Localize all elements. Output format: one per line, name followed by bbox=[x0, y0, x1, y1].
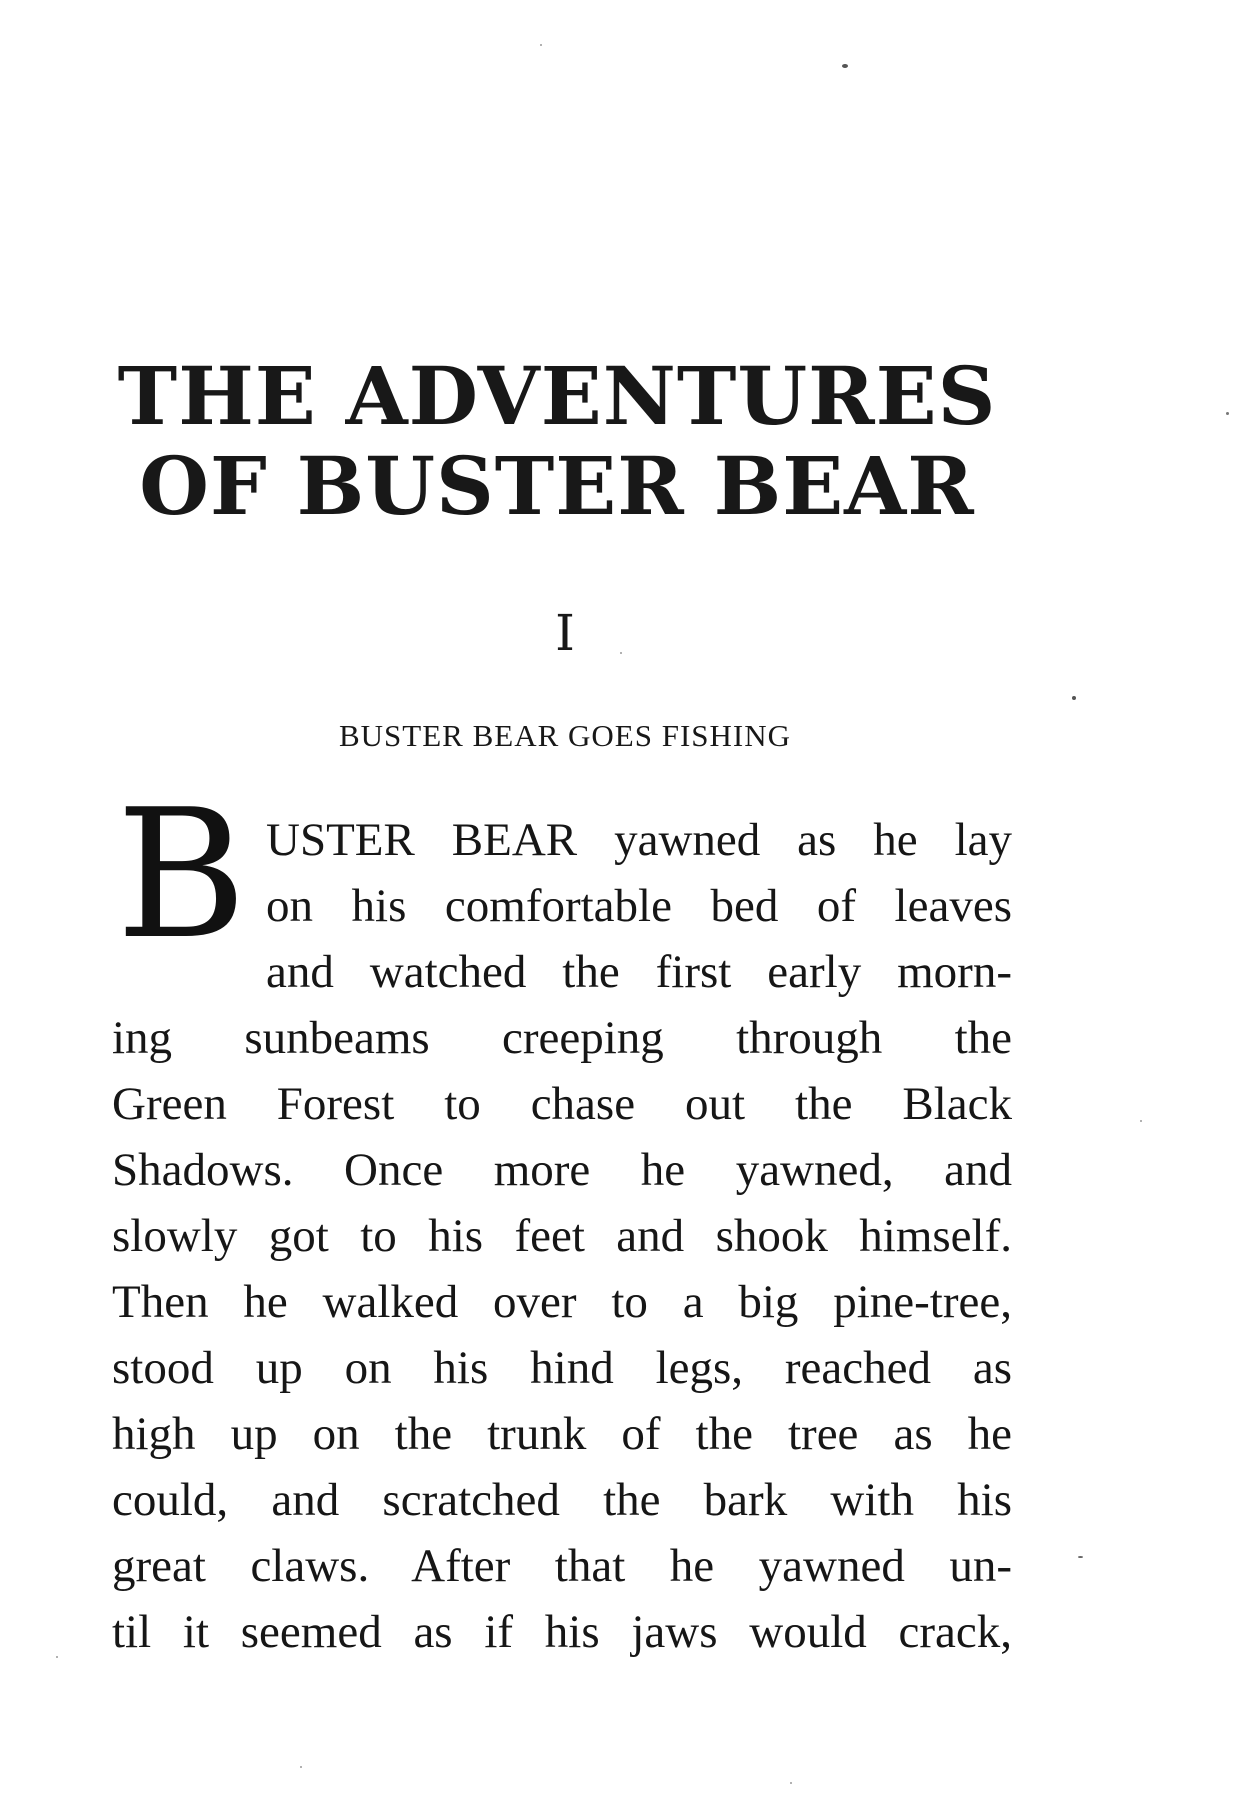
text-line-7: slowly got to his feet and shook himself. bbox=[112, 1210, 1012, 1262]
chapter-title: BUSTER BEAR GOES FISHING bbox=[338, 718, 792, 753]
scan-speck bbox=[790, 1782, 792, 1784]
drop-cap: B bbox=[116, 771, 247, 978]
scan-speck bbox=[1226, 412, 1229, 415]
scan-speck bbox=[620, 652, 622, 654]
scan-speck bbox=[1072, 696, 1076, 700]
text-line-12: great claws. After that he yawned un- bbox=[112, 1540, 1012, 1592]
book-title-line-1: THE ADVENTURES bbox=[117, 349, 997, 443]
text-line-13: til it seemed as if his jaws would crack, bbox=[112, 1606, 1012, 1658]
text-line-5: Green Forest to chase out the Black bbox=[112, 1078, 1012, 1130]
text-line-4: ing sunbeams creeping through the bbox=[112, 1012, 1012, 1064]
scan-speck bbox=[842, 64, 848, 68]
scan-speck bbox=[540, 44, 542, 46]
text-line-10: high up on the trunk of the tree as he bbox=[112, 1408, 1012, 1460]
text-line-6: Shadows. Once more he yawned, and bbox=[112, 1144, 1012, 1196]
scan-speck bbox=[300, 1766, 302, 1768]
text-line-2: on his comfortable bed of leaves bbox=[266, 880, 1012, 932]
scan-speck bbox=[1140, 1120, 1142, 1122]
book-title-line-2: OF BUSTER BEAR bbox=[139, 439, 975, 533]
chapter-number: I bbox=[555, 604, 575, 662]
text-line-9: stood up on his hind legs, reached as bbox=[112, 1342, 1012, 1394]
scan-speck bbox=[56, 1656, 58, 1658]
text-line-3: and watched the first early morn- bbox=[266, 946, 1012, 998]
scan-speck bbox=[1078, 1556, 1083, 1558]
text-line-8: Then he walked over to a big pine-tree, bbox=[112, 1276, 1012, 1328]
text-line-1: USTER BEAR yawned as he lay bbox=[266, 814, 1012, 866]
text-line-11: could, and scratched the bark with his bbox=[112, 1474, 1012, 1526]
